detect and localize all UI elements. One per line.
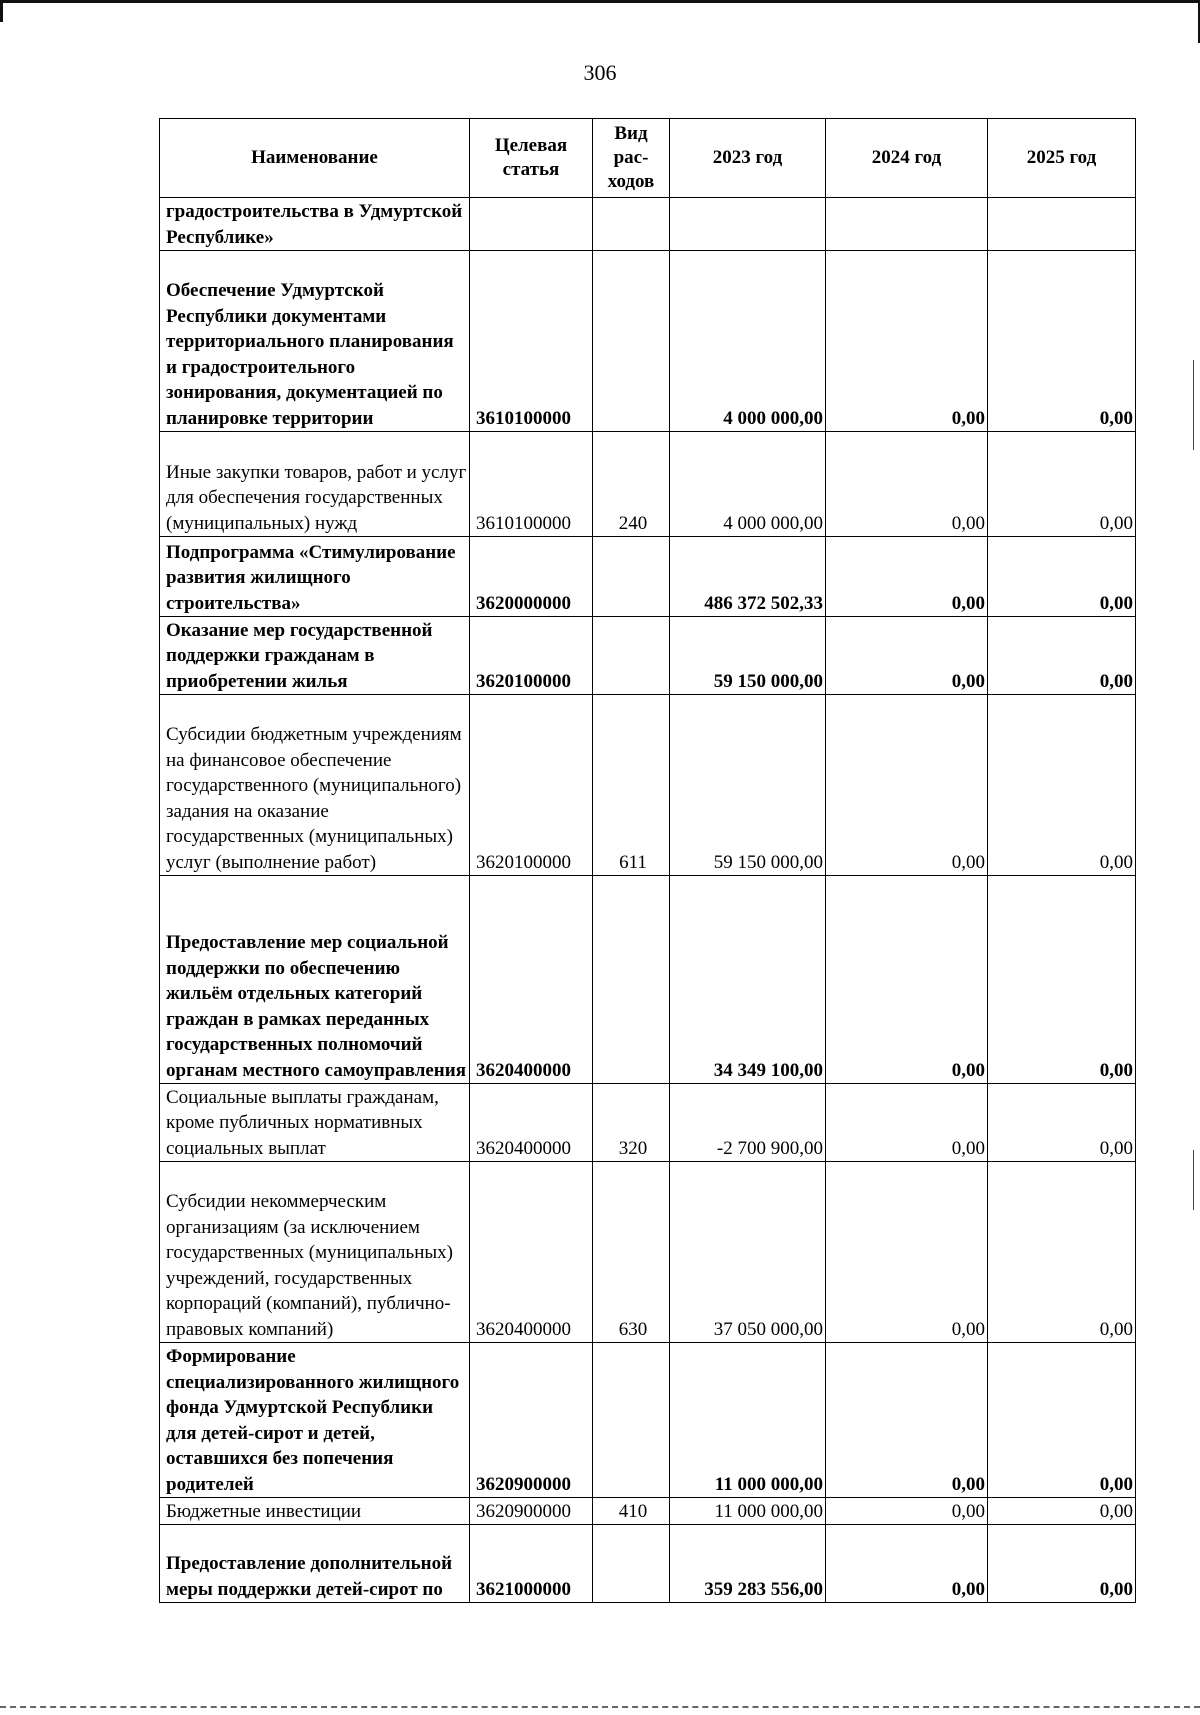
row-name: Формирование специализированного жилищного фонда Удмуртской Республики для детей-сирот и детей, оставшихся без попечения родителей — [160, 1343, 470, 1498]
row-code: 3620400000 — [470, 1162, 593, 1343]
row-2024: 0,00 — [826, 1084, 988, 1162]
row-name: Предоставление дополнительной меры поддержки детей-сирот по — [160, 1525, 470, 1603]
scan-corner-right — [1184, 0, 1200, 43]
row-kind — [593, 617, 670, 695]
row-code: 3620400000 — [470, 1084, 593, 1162]
row-2024: 0,00 — [826, 251, 988, 432]
table-row — [160, 1525, 1136, 1603]
table-row — [160, 1084, 1136, 1162]
row-2024: 0,00 — [826, 876, 988, 1084]
table-row — [160, 198, 1136, 251]
row-2023: 11 000 000,00 — [670, 1343, 826, 1498]
row-2024: 0,00 — [826, 537, 988, 617]
scan-edge-left — [0, 0, 3, 22]
scan-edge-bottom — [0, 1706, 1200, 1710]
header-name: Наименование — [160, 119, 470, 198]
header-expense-kind — [593, 119, 670, 198]
row-2023: 59 150 000,00 — [670, 617, 826, 695]
page-number: 306 — [583, 60, 617, 85]
row-2025: 0,00 — [988, 1525, 1136, 1603]
row-kind — [593, 876, 670, 1084]
row-2024: 0,00 — [826, 1498, 988, 1525]
header-kind-line: рас- — [613, 147, 649, 168]
row-code: 3610100000 — [470, 251, 593, 432]
row-2025: 0,00 — [988, 1343, 1136, 1498]
row-kind: 410 — [593, 1498, 670, 1525]
row-2023: 59 150 000,00 — [670, 695, 826, 876]
row-kind: 630 — [593, 1162, 670, 1343]
table-header-row — [160, 119, 1136, 198]
row-code — [470, 198, 593, 251]
row-2025: 0,00 — [988, 251, 1136, 432]
row-2025: 0,00 — [988, 1162, 1136, 1343]
row-2023: 359 283 556,00 — [670, 1525, 826, 1603]
row-kind — [593, 198, 670, 251]
table-row — [160, 432, 1136, 537]
scan-edge-right — [1193, 1150, 1194, 1210]
table-row — [160, 695, 1136, 876]
row-name: Оказание мер государственной поддержки гражданам в приобретении жилья — [160, 617, 470, 695]
row-name: Субсидии бюджетным учреждениям на финансовое обеспечение государственного (муниципального) задания на оказание государственных (муниципальных) услуг (выполнение работ) — [160, 695, 470, 876]
table-row — [160, 537, 1136, 617]
header-2023: 2023 год — [670, 119, 826, 198]
row-2025: 0,00 — [988, 432, 1136, 537]
header-kind-line: Вид — [614, 123, 648, 144]
row-name: Обеспечение Удмуртской Республики документами территориального планирования и градостроительного зонирования, документацией по планировке территории — [160, 251, 470, 432]
table-row — [160, 876, 1136, 1084]
row-kind — [593, 251, 670, 432]
row-name: Иные закупки товаров, работ и услуг для обеспечения государственных (муниципальных) нужд — [160, 432, 470, 537]
row-2023: 37 050 000,00 — [670, 1162, 826, 1343]
budget-table — [159, 118, 1136, 1603]
row-code: 3620900000 — [470, 1343, 593, 1498]
row-kind: 320 — [593, 1084, 670, 1162]
row-code: 3610100000 — [470, 432, 593, 537]
row-2024: 0,00 — [826, 1525, 988, 1603]
scan-edge-top — [0, 0, 1200, 3]
row-code: 3620400000 — [470, 876, 593, 1084]
row-2023: -2 700 900,00 — [670, 1084, 826, 1162]
row-kind — [593, 537, 670, 617]
header-2025: 2025 год — [988, 119, 1136, 198]
header-kind-line: ходов — [607, 171, 655, 192]
row-2024: 0,00 — [826, 617, 988, 695]
table-row — [160, 251, 1136, 432]
scan-edge-right — [1193, 360, 1194, 450]
row-2023: 4 000 000,00 — [670, 251, 826, 432]
row-2023: 34 349 100,00 — [670, 876, 826, 1084]
row-2024: 0,00 — [826, 1343, 988, 1498]
row-2025: 0,00 — [988, 617, 1136, 695]
row-2025: 0,00 — [988, 1498, 1136, 1525]
table-row — [160, 617, 1136, 695]
row-name: градостроительства в Удмуртской Республике» — [160, 198, 470, 251]
row-2023: 4 000 000,00 — [670, 432, 826, 537]
row-2023: 486 372 502,33 — [670, 537, 826, 617]
row-code: 3620900000 — [470, 1498, 593, 1525]
row-2023: 11 000 000,00 — [670, 1498, 826, 1525]
row-2025: 0,00 — [988, 1084, 1136, 1162]
row-2025: 0,00 — [988, 876, 1136, 1084]
row-2025: 0,00 — [988, 695, 1136, 876]
row-2024 — [826, 198, 988, 251]
row-code: 3621000000 — [470, 1525, 593, 1603]
row-code: 3620000000 — [470, 537, 593, 617]
header-2024: 2024 год — [826, 119, 988, 198]
row-2023 — [670, 198, 826, 251]
table-row — [160, 1162, 1136, 1343]
row-name: Социальные выплаты гражданам, кроме публичных нормативных социальных выплат — [160, 1084, 470, 1162]
row-2025 — [988, 198, 1136, 251]
table-row — [160, 1343, 1136, 1498]
table-row — [160, 1498, 1136, 1525]
row-2024: 0,00 — [826, 695, 988, 876]
header-target-article — [470, 119, 593, 198]
row-code: 3620100000 — [470, 695, 593, 876]
row-name: Субсидии некоммерческим организациям (за исключением государственных (муниципальных) учреждений, государственных корпораций (компаний), публично-правовых компаний) — [160, 1162, 470, 1343]
row-kind: 240 — [593, 432, 670, 537]
row-2024: 0,00 — [826, 1162, 988, 1343]
header-code-line: Целевая — [494, 135, 568, 156]
row-code: 3620100000 — [470, 617, 593, 695]
row-2025: 0,00 — [988, 537, 1136, 617]
row-kind — [593, 1525, 670, 1603]
row-kind: 611 — [593, 695, 670, 876]
row-name: Подпрограмма «Стимулирование развития жилищного строительства» — [160, 537, 470, 617]
row-name: Предоставление мер социальной поддержки по обеспечению жильём отдельных категорий граждан в рамках переданных государственных полномочий органам местного самоуправления — [160, 876, 470, 1084]
row-name: Бюджетные инвестиции — [160, 1498, 470, 1525]
row-2024: 0,00 — [826, 432, 988, 537]
header-code-line: статья — [502, 159, 560, 180]
row-kind — [593, 1343, 670, 1498]
